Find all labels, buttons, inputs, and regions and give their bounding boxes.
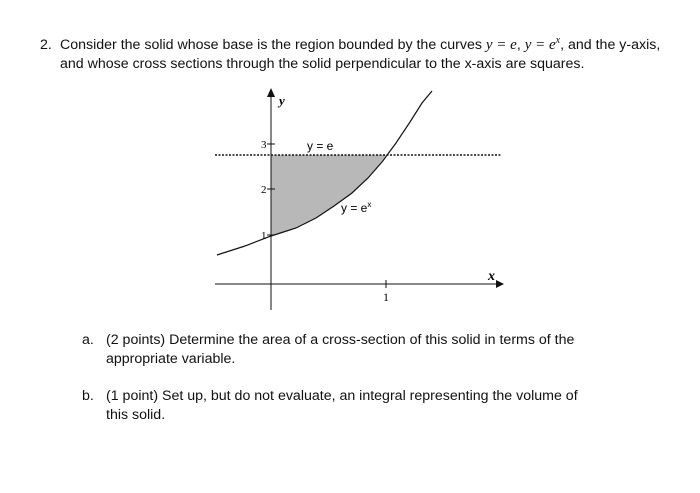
y-tick-label-2: 2 xyxy=(261,184,267,196)
problem-2 xyxy=(40,36,670,73)
equation-exponential-base: y = e xyxy=(524,37,556,53)
x-tick-label-1: 1 xyxy=(383,290,389,304)
part-b xyxy=(82,387,602,424)
shaded-region xyxy=(271,155,386,236)
equation-line: y = e xyxy=(485,37,517,53)
part-a-letter: a. xyxy=(82,332,94,348)
problem-statement xyxy=(60,36,670,73)
curve-label-base: y = e xyxy=(341,201,368,215)
part-a-text: (2 points) Determine the area of a cross-section of this solid in terms of the appropriate variable. xyxy=(106,332,575,367)
y-tick-label-1: 1 xyxy=(261,230,267,242)
x-axis-arrow xyxy=(496,280,504,288)
statement-text-end: , and the y-axis, and whose cross sections through the solid perpendicular to the x-axis are squares. xyxy=(60,37,661,72)
x-axis-label: x xyxy=(488,269,495,284)
problem-number: 2. xyxy=(40,37,52,53)
equation-exponential-exponent: x xyxy=(555,35,561,46)
y-tick-label-3: 3 xyxy=(261,139,267,151)
statement-text-start: Consider the solid whose base is the region bounded by the curves xyxy=(60,37,486,53)
y-axis-label: y xyxy=(279,93,285,108)
curve-label-exponent: x xyxy=(367,200,372,209)
part-a xyxy=(82,331,602,368)
part-b-text: (1 point) Set up, but do not evaluate, an integral representing the volume of this solid. xyxy=(106,388,578,423)
equation-exponential xyxy=(525,37,560,53)
part-b-letter: b. xyxy=(82,388,94,404)
y-axis-arrow xyxy=(267,88,275,97)
equation-separator: , xyxy=(516,37,525,53)
line-label-y-equals-e: y = e xyxy=(307,139,334,153)
region-graph xyxy=(210,88,510,318)
curve-label-y-equals-e-to-x xyxy=(341,200,371,215)
